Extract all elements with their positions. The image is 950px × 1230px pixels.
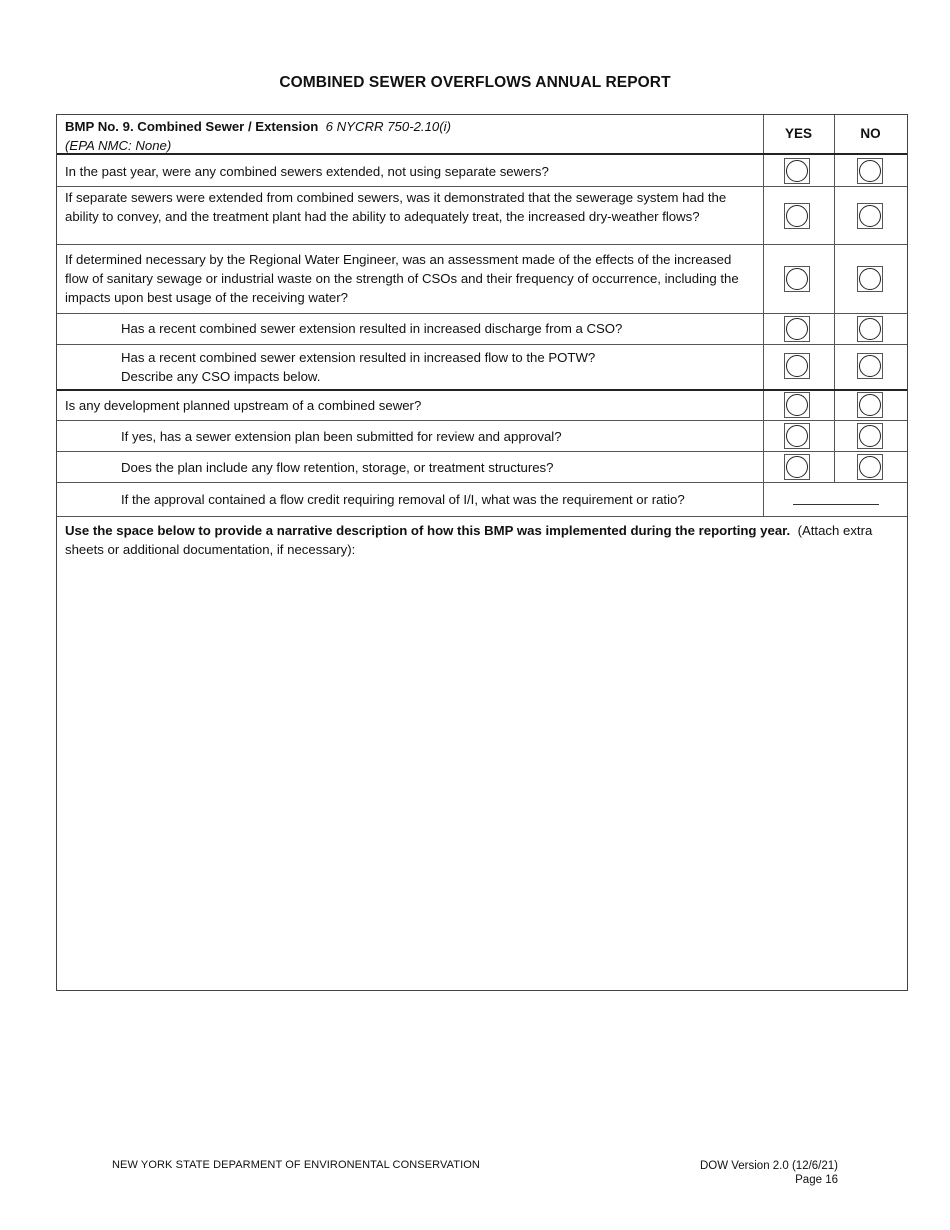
question-text: If separate sewers were extended from combined sewers, was it demonstrated that the sewerage system had the ability to convey, and the treatment plant had the ability to adequately treat, the increased dry-weather flows? <box>65 190 727 224</box>
document-title: COMBINED SEWER OVERFLOWS ANNUAL REPORT <box>279 74 671 91</box>
ratio-input-line[interactable] <box>793 504 879 505</box>
column-divider <box>834 245 835 313</box>
column-divider <box>834 421 835 451</box>
no-radio[interactable] <box>857 266 883 292</box>
no-column-header: NO <box>860 126 881 141</box>
bmp-label: BMP No. 9. Combined Sewer / Extension <box>65 119 319 134</box>
no-radio[interactable] <box>857 203 883 229</box>
column-divider <box>763 187 764 244</box>
question-text: Is any development planned upstream of a combined sewer? <box>65 398 422 413</box>
question-text: If the approval contained a flow credit requiring removal of I/I, what was the requirement or ratio? <box>121 492 685 507</box>
question-row <box>57 187 907 245</box>
question-text: Does the plan include any flow retention, storage, or treatment structures? <box>121 460 554 475</box>
question-row <box>57 452 907 483</box>
column-divider <box>834 345 835 389</box>
yes-radio[interactable] <box>784 203 810 229</box>
column-divider <box>763 452 764 482</box>
yes-radio[interactable] <box>784 423 810 449</box>
question-row <box>57 483 907 517</box>
question-row <box>57 421 907 452</box>
narrative-instruction-note: (Attach extra sheets or additional documentation, if necessary): <box>65 523 873 557</box>
column-divider <box>763 483 764 516</box>
question-row <box>57 391 907 421</box>
no-radio[interactable] <box>857 353 883 379</box>
regulation-ref: 6 NYCRR 750-2.10(i) <box>325 119 451 134</box>
question-row <box>57 314 907 345</box>
no-radio[interactable] <box>857 454 883 480</box>
footer-page-number: Page 16 <box>795 1174 838 1186</box>
question-line: Describe any CSO impacts below. <box>121 369 321 384</box>
bmp-header-text <box>65 117 755 155</box>
column-divider <box>763 391 764 420</box>
question-text: If determined necessary by the Regional Water Engineer, was an assessment made of the effects of the increased flow of sanitary sewage or industrial waste on the strength of CSOs and their frequency of occurrence, including the impacts upon best usage of the receiving water? <box>65 252 739 305</box>
footer-info <box>700 1159 838 1187</box>
column-divider <box>763 345 764 389</box>
no-radio[interactable] <box>857 316 883 342</box>
yes-radio[interactable] <box>784 158 810 184</box>
question-text: Has a recent combined sewer extension resulted in increased discharge from a CSO? <box>121 321 623 336</box>
column-divider <box>834 452 835 482</box>
question-text <box>121 348 761 386</box>
yes-radio[interactable] <box>784 454 810 480</box>
column-divider <box>763 245 764 313</box>
bmp-form-table <box>56 114 908 991</box>
yes-column-header: YES <box>784 126 812 141</box>
narrative-area[interactable] <box>57 517 907 990</box>
header-row <box>57 115 907 155</box>
column-divider <box>834 187 835 244</box>
column-divider <box>834 155 835 186</box>
epa-nmc-label: (EPA NMC: None) <box>65 138 172 153</box>
no-radio[interactable] <box>857 158 883 184</box>
column-divider <box>834 391 835 420</box>
yes-radio[interactable] <box>784 392 810 418</box>
question-row <box>57 245 907 314</box>
no-radio[interactable] <box>857 423 883 449</box>
footer-version: DOW Version 2.0 (12/6/21) <box>699 1160 838 1172</box>
column-divider <box>763 314 764 344</box>
question-row <box>57 345 907 391</box>
column-divider <box>834 314 835 344</box>
footer-agency: NEW YORK STATE DEPARMENT OF ENVIRONENTAL CONSERVATION <box>112 1159 480 1171</box>
question-row <box>57 155 907 187</box>
column-divider <box>763 155 764 186</box>
question-line: Has a recent combined sewer extension resulted in increased flow to the POTW? <box>121 350 596 365</box>
yes-radio[interactable] <box>784 266 810 292</box>
yes-radio[interactable] <box>784 353 810 379</box>
column-divider <box>763 421 764 451</box>
no-radio[interactable] <box>857 392 883 418</box>
question-text: If yes, has a sewer extension plan been submitted for review and approval? <box>121 429 562 444</box>
narrative-instruction-bold: Use the space below to provide a narrative description of how this BMP was implemented during the reporting year. <box>65 523 791 538</box>
narrative-instructions <box>65 521 895 559</box>
question-text: In the past year, were any combined sewers extended, not using separate sewers? <box>65 164 549 179</box>
yes-radio[interactable] <box>784 316 810 342</box>
